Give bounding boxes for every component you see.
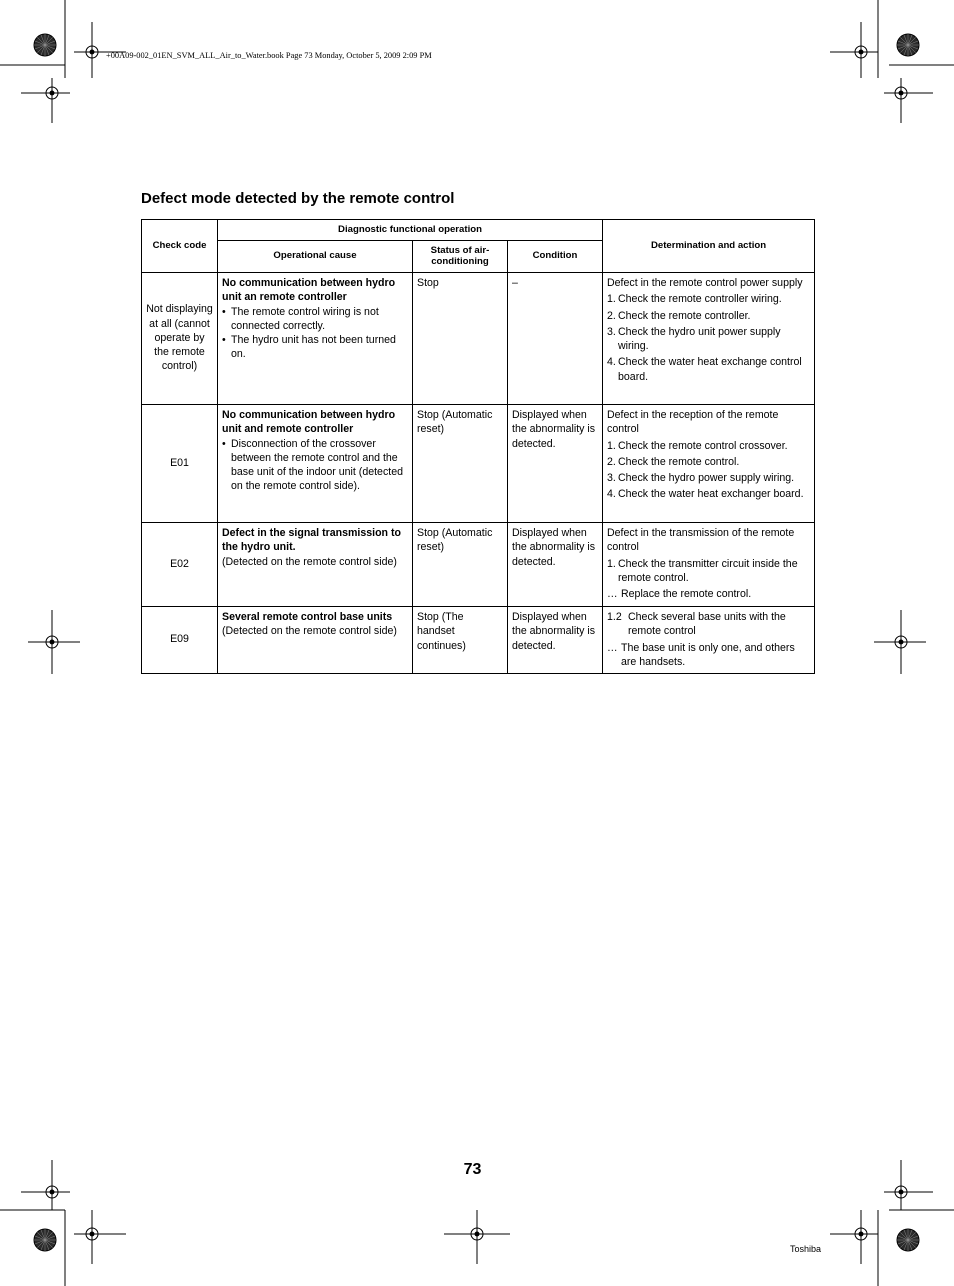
determination-cell [603,523,815,607]
step-text: Check the transmitter circuit inside the remote control. [618,557,798,584]
step-text: Check the hydro power supply wiring. [618,472,795,485]
status-cell: Stop [413,273,508,405]
determination-intro: Defect in the transmission of the remote control [607,527,795,554]
cause-bullet: • The hydro unit has not been turned on. [222,333,408,362]
header-status: Status of air-conditioning [413,241,508,273]
step-number: 3. [607,472,616,485]
cause-title: Defect in the signal transmission to the hydro unit. [222,527,401,554]
ellipsis-mark: … [607,641,618,654]
determination-intro: Defect in the reception of the remote control [607,409,779,436]
table-row [142,523,815,607]
step-text: Check the remote control. [618,455,740,468]
action-step [607,610,810,639]
determination-intro: Defect in the remote control power supply [607,277,803,289]
header-check-code: Check code [142,220,218,273]
step-number: 1. [607,439,616,452]
step-number: 1. [607,557,616,570]
header-condition: Condition [508,241,603,273]
cause-cell [218,405,413,523]
status-cell: Stop (The handset continues) [413,607,508,674]
action-step [607,355,810,384]
cause-title: Several remote control base units [222,611,393,623]
step-text: Check the water heat exchange control board. [618,356,802,383]
page-number: 73 [463,1161,482,1178]
determination-cell [603,607,815,674]
status-cell: Stop (Automatic reset) [413,405,508,523]
brand-name: Toshiba [790,1244,822,1254]
action-step [607,455,810,469]
step-text: Check the remote controller wiring. [618,293,782,306]
table-row [142,405,815,523]
cause-bullet: • Disconnection of the crossover between the remote control and the base unit of the indoor unit (detected on the remote control side). [222,437,408,494]
step-number: 4. [607,488,616,501]
action-step [607,471,810,485]
ellipsis-note-text: The base unit is only one, and others are handsets. [621,641,795,668]
cause-cell [218,607,413,674]
check-code-cell: E01 [142,405,218,523]
ellipsis-note [607,641,810,670]
step-number: 3. [607,325,616,338]
determination-cell [603,405,815,523]
header-operational-cause: Operational cause [218,241,413,273]
step-number: 1.2 [607,611,622,623]
cause-note: (Detected on the remote control side) [222,625,397,638]
cause-note: (Detected on the remote control side) [222,555,397,568]
step-text: Check the water heat exchanger board. [618,488,804,501]
check-code-cell: E09 [142,607,218,674]
header-determination: Determination and action [603,220,815,273]
step-text: Check several base units with the remote control [628,611,786,638]
cause-bullet: • The remote control wiring is not connected correctly. [222,305,408,334]
step-text: Check the remote controller. [618,309,751,322]
step-text: Check the hydro unit power supply wiring. [618,325,781,353]
determination-cell [603,273,815,405]
step-number: 1. [607,293,616,306]
step-number: 2. [607,309,616,322]
step-number: 2. [607,455,616,468]
check-code-cell: E02 [142,523,218,607]
condition-cell: Displayed when the abnormality is detected. [508,405,603,523]
section-title: Defect mode detected by the remote control [141,190,455,207]
file-info-header: +00A09-002_01EN_SVM_ALL_Air_to_Water.book Page 73 Monday, October 5, 2009 2:09 PM [106,51,432,60]
cause-title: No communication between hydro unit and remote controller [222,409,396,436]
condition-cell: – [508,273,603,405]
action-step [607,309,810,323]
condition-cell: Displayed when the abnormality is detected. [508,523,603,607]
ellipsis-note-text: Replace the remote control. [621,588,752,601]
header-diagnostic: Diagnostic functional operation [218,220,603,241]
cause-cell [218,273,413,405]
action-step [607,557,810,586]
cause-cell [218,523,413,607]
table-row [142,273,815,405]
action-step [607,292,810,306]
table-row [142,607,815,674]
action-step [607,325,810,354]
action-step [607,439,810,453]
step-number: 4. [607,356,616,369]
ellipsis-mark: … [607,588,618,601]
ellipsis-note [607,587,810,601]
defect-table [141,219,815,674]
status-cell: Stop (Automatic reset) [413,523,508,607]
cause-title: No communication between hydro unit an remote controller [222,277,396,304]
check-code-cell: Not displaying at all (cannot operate by the remote control) [142,273,218,405]
action-step [607,487,810,501]
step-text: Check the remote control crossover. [618,439,788,452]
condition-cell: Displayed when the abnormality is detected. [508,607,603,674]
